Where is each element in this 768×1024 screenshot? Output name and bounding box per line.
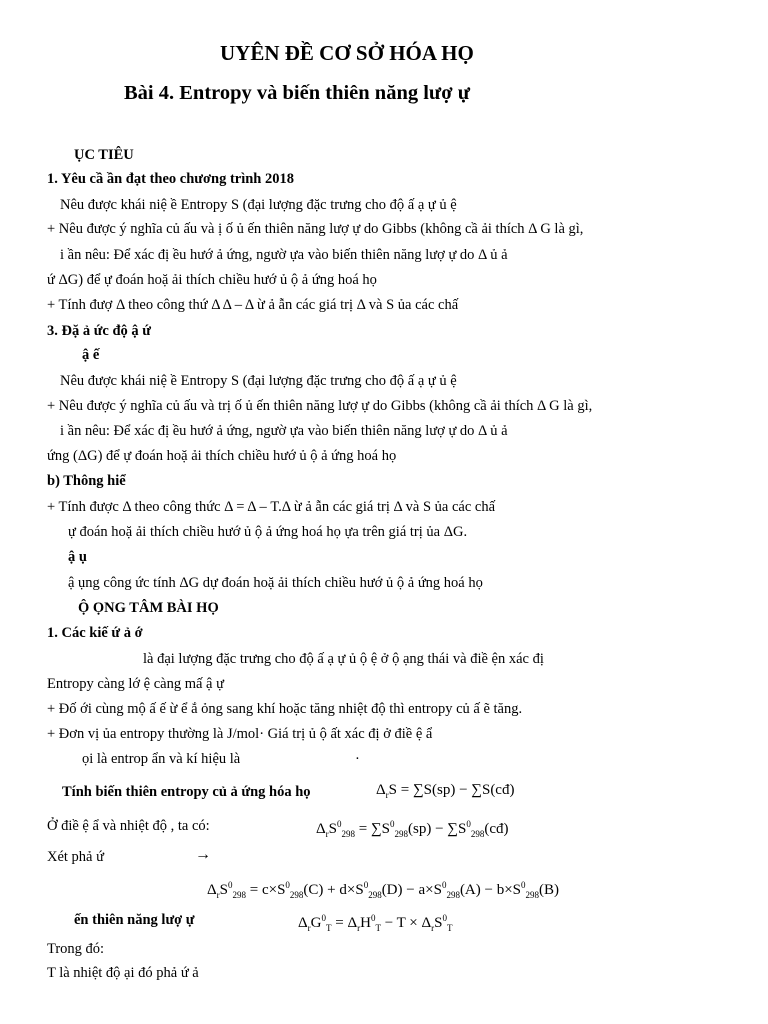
equation-gibbs: $\Delta_rG^0_T = \Delta_rH^0_T - T \times \Delta_rS^0_T$ <box>298 913 453 933</box>
dot-mark: · <box>355 751 360 767</box>
text-line: i ần nêu: Để xác đị ều hướ ả ứng, ngườ ựa vào biến thiên năng lượ ự do Δ ủ ả <box>60 247 508 263</box>
reaction-arrow: → <box>195 846 211 863</box>
text-line: ứ ΔG) để ự đoán hoặ ải thích chiều hướ ủ ộ ả ứng hoá họ <box>47 272 377 288</box>
text-line: Trong đó: <box>47 941 105 957</box>
equation-reaction-entropy: $\Delta_rS^0_{298} = c\times S^0_{298}(C) + d\times S^0_{298}(D) - a\times S^0_{298}(A) - b\times S^0_{298}(B)$ <box>207 880 560 900</box>
section-heading-requirements: 1. Yêu cầ ần đạt theo chương trình 2018 <box>47 171 294 187</box>
text-line: i ần nêu: Để xác đị ều hướ ả ứng, ngườ ựa vào biến thiên năng lượ ự do Δ ủ ả <box>60 423 508 439</box>
subheading-application: ậ ụ <box>68 549 87 565</box>
text-line: T là nhiệt độ ại đó phả ứ ả <box>47 965 199 981</box>
section-heading-knowledge: 1. Các kiế ứ ả ớ <box>47 625 143 641</box>
text-line: Xét phả ứ <box>47 849 104 865</box>
lesson-title: Bài 4. Entropy và biến thiên năng lượ ự <box>124 82 470 104</box>
text-line: ậ ụng công ức tính ΔG dự đoán hoặ ải thích chiều hướ ủ ộ ả ứng hoá họ <box>68 575 483 591</box>
subheading-knowledge: ậ ế <box>82 347 100 363</box>
section-heading-competency: 3. Đặ ả ức độ ậ ứ <box>47 323 151 339</box>
text-line: Nêu được khái niệ ề Entropy S (đại lượng đặc trưng cho độ ấ ạ ự ủ ệ <box>60 373 457 389</box>
document-title: UYÊN ĐỀ CƠ SỞ HÓA HỌ <box>220 41 474 65</box>
equation-entropy-reaction: $\Delta_rS = \sum S(sp)$ − ∑S(cđ) <box>376 782 515 800</box>
text-line: + Tính đượ Δ theo công thứ Δ Δ – Δ ừ ả ẫn các giá trị Δ và S ủa các chấ <box>47 297 459 313</box>
text-line: là đại lượng đặc trưng cho độ ấ ạ ự ủ ộ ệ ở ộ ạng thái và điề ện xác đị <box>143 651 544 667</box>
heading-gibbs: ến thiên năng lượ ự <box>74 912 195 928</box>
text-line: ọi là entrop ẩn và kí hiệu là <box>82 751 241 767</box>
text-line: + Đơn vị ủa entropy thường là J/mol· Giá trị ủ ộ ất xác đị ở điề ệ ẩ <box>47 726 433 742</box>
text-line: + Nêu được ý nghĩa củ ấu và trị ố ủ ến thiên năng lượ ự do Gibbs (không cầ ải thích Δ G là gì, <box>47 398 593 414</box>
heading-entropy-change: Tính biến thiên entropy củ ả ứng hóa họ <box>62 784 311 800</box>
text-line: Entropy càng lớ ệ càng mấ ậ ự <box>47 676 224 692</box>
section-heading-content: Ộ ỌNG TÂM BÀI HỌ <box>78 600 219 616</box>
subheading-comprehension: b) Thông hiể <box>47 473 126 489</box>
text-line: + Đố ới cùng mộ ấ ế ừ ể ắ ỏng sang khí hoặc tăng nhiệt độ thì entropy củ ấ ẽ tăng. <box>47 701 523 717</box>
text-line: Nêu được khái niệ ề Entropy S (đại lượng đặc trưng cho độ ấ ạ ự ủ ệ <box>60 197 457 213</box>
text-line: ự đoán hoặ ải thích chiều hướ ủ ộ ả ứng hoá họ ựa trên giá trị ủa ΔG. <box>68 524 468 540</box>
text-line: + Tính được Δ theo công thức Δ = Δ – T.Δ ừ ả ẫn các giá trị Δ và S ủa các chấ <box>47 499 496 515</box>
section-heading-objectives: ỤC TIÊU <box>74 147 134 163</box>
text-line: + Nêu được ý nghĩa củ ấu và ị ố ủ ến thiên năng lượ ự do Gibbs (không cầ ải thích Δ G là gì, <box>47 221 584 237</box>
text-line: Ở điề ệ ẩ và nhiệt độ , ta có: <box>47 818 210 834</box>
equation-standard-entropy: $\Delta_rS^0_{298} = \sum S^0_{298}(sp)$ − $\sum S^0_{298}(cđ)$ <box>316 819 509 839</box>
text-line: ứng (ΔG) để ự đoán hoặ ải thích chiều hướ ủ ộ ả ứng hoá họ <box>47 448 397 464</box>
